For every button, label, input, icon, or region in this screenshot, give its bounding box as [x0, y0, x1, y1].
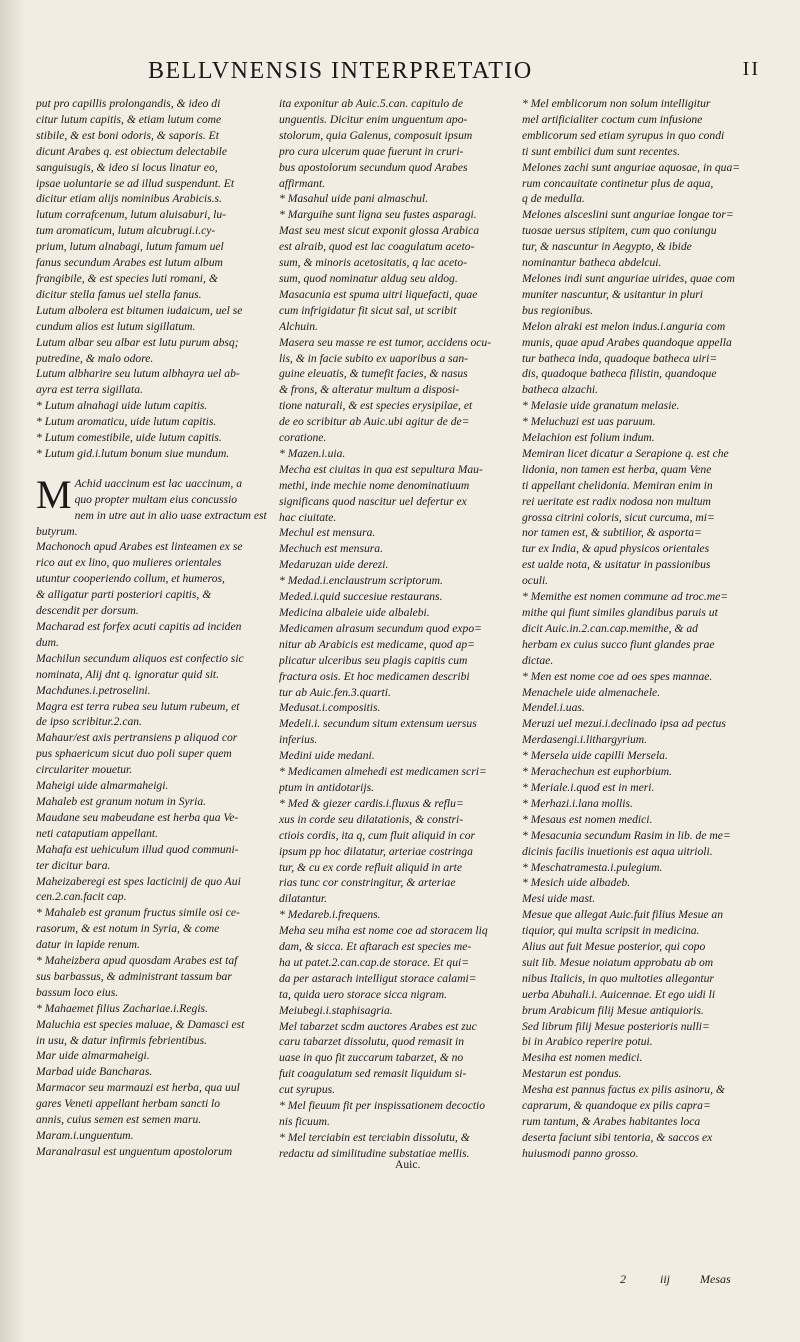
text-line: put pro capillis prolongandis, & ideo di: [36, 97, 221, 110]
text-line: * Lutum comestibile, uide lutum capitis.: [36, 431, 222, 445]
text-line: Melones indi sunt anguriae uirides, quae com: [522, 271, 735, 285]
text-line: ipsae uoluntarie se ad illud suspendunt. Et: [36, 176, 235, 190]
text-line: nominantur batheca abdelcui.: [522, 256, 662, 270]
column-1: [36, 96, 270, 1276]
text-line: tum aromaticum, lutum alcubrugi.i.cy-: [36, 224, 216, 238]
text-line: Medaruzan uide derezi.: [279, 558, 389, 572]
text-line: Maranalrasul est unguentum apostolorum: [36, 1144, 233, 1158]
text-line: ayra est terra sigillata.: [36, 383, 143, 397]
text-line: cundum alios est lutum sigillatum.: [36, 319, 196, 333]
text-line: Marbad uide Bancharas.: [36, 1065, 153, 1079]
text-line: xus in corde seu dilatationis, & constri-: [279, 812, 464, 826]
text-line: dicitur etiam alijs nominibus Arabicis.s.: [36, 192, 222, 206]
text-line: * Merachechun est euphorbium.: [522, 765, 673, 779]
text-line: Melones zachi sunt anguriae aquosae, in qua=: [522, 160, 741, 174]
text-line: butyrum.: [36, 524, 78, 538]
text-line: unguentis. Dicitur enim unguentum apo-: [279, 112, 468, 126]
page-gutter-shadow: [0, 0, 26, 1342]
text-line: dis, quadoque batheca filistin, quandoque: [522, 367, 717, 381]
text-line: ti sunt embilici dum sunt recentes.: [522, 144, 680, 158]
text-line: Maudane seu mabeudane est herba qua Ve-: [36, 810, 239, 824]
text-line: Mechul est mensura.: [279, 526, 376, 540]
text-line: redactu ad similitudine substatiae mellis.: [279, 1146, 470, 1160]
text-line: * Med & giezer cardis.i.fluxus & reflu=: [279, 796, 464, 810]
text-line: Maluchia est species maluae, & Damasci est: [36, 1017, 245, 1031]
text-line: ter dicitur bara.: [36, 858, 111, 872]
text-line: * Lutum gid.i.lutum bonum siue mundum.: [36, 446, 230, 460]
text-line: neti cataputiam appellant.: [36, 826, 159, 840]
text-line: * Medad.i.enclaustrum scriptorum.: [279, 574, 443, 588]
text-line: Lutum albharire seu lutum albhayra uel ab-: [36, 367, 240, 381]
text-line: * Lutum alnahagi uide lutum capitis.: [36, 399, 208, 413]
text-line: Mesiha est nomen medici.: [522, 1051, 643, 1065]
folio-number: II: [742, 58, 760, 80]
text-line: dicitur stella famus uel stella fanus.: [36, 287, 202, 301]
text-line: oculi.: [522, 574, 549, 588]
catchword: Mesas: [700, 1272, 731, 1286]
column-1-entries: [36, 96, 270, 462]
text-line: Mel tabarzet scdm auctores Arabes est zuc: [279, 1019, 477, 1033]
text-line: tur ab Auic.fen.3.quarti.: [279, 685, 391, 699]
text-line: ita exponitur ab Auic.5.can. capitulo de: [279, 97, 463, 110]
text-line: * Men est nome coe ad oes spes mannae.: [522, 669, 713, 683]
text-line: rum tantum, & Arabes habitantes loca: [522, 1115, 701, 1128]
text-line: ti appellant chelidonia. Memiran enim in: [522, 478, 713, 492]
text-line: tur ex India, & apud physicos orientales: [522, 542, 710, 556]
text-line: nor tamen est, & subtilior, & asporta=: [522, 526, 702, 540]
text-line: * Mel emblicorum non solum intelligitur: [522, 97, 711, 110]
text-line: Maram.i.unguentum.: [36, 1129, 134, 1142]
text-line: Mahafa est uehiculum illud quod communi-: [36, 842, 239, 856]
text-line: rico aut ex lino, quo mulieres orientales: [36, 556, 222, 570]
text-line: Medeli.i. secundum situm extensum uersus: [279, 717, 477, 731]
text-line: * Memithe est nomen commune ad troc.me=: [522, 590, 729, 604]
text-line: plicatur ulceribus seu plagis capitis cum: [279, 653, 468, 667]
text-line: bi in Arabico reperire potui.: [522, 1035, 653, 1049]
section-m-block: [36, 471, 270, 1160]
column-2-catchword: Auic.: [395, 1158, 421, 1171]
text-line: pro cura ulcerum quae fuerunt in cruri-: [279, 144, 464, 158]
text-line: prium, lutum alnabagi, lutum famum uel: [36, 240, 224, 254]
text-line: Medusat.i.compositis.: [279, 701, 381, 715]
text-line: Mendel.i.uas.: [522, 701, 585, 715]
text-line: Mecha est ciuitas in qua est sepultura Mau-: [279, 462, 483, 476]
text-line: de ipso scribitur.2.can.: [36, 715, 142, 729]
text-line: caprarum, & quandoque ex pilis capra=: [522, 1099, 711, 1113]
text-line: tur, & nascuntur in Aegypto, & ibide: [522, 240, 692, 254]
text-line: cen.2.can.facit cap.: [36, 890, 127, 904]
text-line: est ualde nota, & usitatur in passionibus: [522, 558, 711, 572]
text-line: pus sphaericum sicut duo poli super quem: [36, 747, 232, 761]
text-line: est alraib, quod est lac coagulatum aceto-: [279, 240, 475, 254]
text-line: nis ficuum.: [279, 1115, 330, 1128]
text-line: * Marguihe sunt ligna seu fustes asparagi.: [279, 208, 477, 222]
text-line: hac ciuitate.: [279, 510, 337, 524]
text-line: Melones alsceslini sunt anguriae longae tor=: [522, 208, 734, 222]
text-line: nitur ab Arabicis est medicame, quod ap=: [279, 637, 475, 651]
text-line: descendit per dorsum.: [36, 604, 139, 618]
text-line: gares Veneti appellant herbam sancti lo: [36, 1097, 221, 1111]
text-line: dam, & sicca. Et aftarach est species me-: [279, 940, 472, 954]
text-line: q de medulla.: [522, 192, 585, 206]
text-line: * Masahul uide pani almaschul.: [279, 192, 429, 206]
text-line: Mahaur/est axis pertransiens p aliquod cor: [36, 731, 238, 745]
text-line: circulariter mouetur.: [36, 763, 133, 777]
text-line: fanus secundum Arabes est lutum album: [36, 256, 223, 270]
text-line: dum.: [36, 635, 59, 649]
text-line: emblicorum sed etiam syrupus in quo condi: [522, 128, 725, 142]
text-columns: [36, 96, 766, 1276]
text-line: * Medareb.i.frequens.: [279, 908, 381, 922]
text-line: rasorum, & est notum in Syria, & come: [36, 922, 220, 936]
text-line: Mesue que allegat Auic.fuit filius Mesue an: [522, 908, 724, 922]
text-line: Magra est terra rubea seu lutum rubeum, et: [36, 699, 240, 713]
text-line: datur in lapide renum.: [36, 938, 140, 952]
text-line: & alligatur parti posteriori capitis, &: [36, 588, 212, 602]
text-line: * Merhazi.i.lana mollis.: [522, 796, 633, 810]
text-line: Menachele uide almenachele.: [522, 685, 661, 699]
text-line: Mestarun est pondus.: [522, 1067, 622, 1081]
text-line: dicinis facilis inuetionis est aqua uitrioli.: [522, 844, 713, 858]
text-line: * Mesacunia secundum Rasim in lib. de me=: [522, 828, 731, 842]
text-line: tuosae uersus stipitem, cum quo coniungu: [522, 224, 717, 238]
text-line: * Melasie uide granatum melasie.: [522, 399, 680, 413]
text-line: grossa citrini coloris, sicut curcuma, mi=: [522, 510, 715, 524]
signature-mark: 2: [620, 1272, 626, 1286]
text-line: bus apostolorum secundum quod Arabes: [279, 160, 468, 174]
text-line: * Meluchuzi est uas paruum.: [522, 415, 656, 429]
text-line: lutum corrafcenum, lutum aluisaburi, lu-: [36, 208, 227, 222]
text-line: in usu, & datur infirmis febrientibus.: [36, 1033, 208, 1047]
text-line: munis, quae apud Arabes quandoque appella: [522, 335, 732, 349]
text-line: Mechuch est mensura.: [279, 542, 383, 556]
text-line: * Mel fieuum fit per inspissationem decoctio: [279, 1099, 486, 1113]
text-line: dicit Auic.in.2.can.cap.memithe, & ad: [522, 621, 698, 635]
text-line: & frons, & alteratur multum a disposi-: [279, 383, 460, 397]
text-line: Maheizaberegi est spes lacticinij de quo Aui: [36, 874, 241, 888]
text-line: Maheigi uide almarmaheigi.: [36, 779, 169, 793]
text-line: Mesha est pannus factus ex pilis asinoru, &: [522, 1083, 725, 1097]
page-footer: [520, 1272, 750, 1292]
text-line: * Mesich uide albadeb.: [522, 876, 631, 890]
text-line: da per astarach intelligut storace calami=: [279, 971, 477, 985]
text-line: bassum loco eius.: [36, 985, 119, 999]
text-line: nominata, Alij dnt q. ignoratur quid sit.: [36, 667, 220, 681]
dropcap-letter: M: [36, 471, 72, 517]
text-line: tur, & cu ex corde refluit aliquid in arte: [279, 860, 463, 874]
text-line: Achid uaccinum est lac uaccinum, a: [74, 476, 242, 490]
running-header: [140, 58, 760, 92]
page-title: BELLVNENSIS INTERPRETATIO: [148, 58, 533, 84]
text-line: * Lutum aromaticu, uide lutum capitis.: [36, 415, 217, 429]
text-line: lidonia, non tamen est herba, quam Vene: [522, 462, 712, 476]
text-line: caru tabarzet dissolutu, quod remasit in: [279, 1035, 465, 1049]
text-line: Medini uide medani.: [279, 749, 375, 763]
text-line: ptum in antidotarijs.: [279, 780, 375, 794]
text-line: Meruzi uel mezui.i.declinado ipsa ad pectus: [522, 717, 726, 731]
text-line: Medicamen alrasum secundum quod expo=: [279, 621, 482, 635]
text-line: rei ueritate est radix nodosa non multum: [522, 494, 711, 508]
text-line: rias tunc cor constringitur, & arteriae: [279, 876, 456, 890]
signature-mark-2: iij: [660, 1272, 671, 1286]
column-2: [279, 96, 511, 1276]
text-line: Lutum albar seu albar est lutu purum absq;: [36, 335, 239, 349]
text-line: mel artificialiter coctum cum infusione: [522, 112, 703, 126]
text-line: Macharad est forfex acuti capitis ad inciden: [36, 620, 242, 633]
text-line: uerba Abuhali.i. Auicennae. Et ego uidi li: [522, 987, 716, 1001]
text-line: quo propter multam eius concussio: [74, 492, 238, 506]
text-line: nem in utre aut in alio uase extractum est: [74, 508, 267, 522]
text-line: * Mel terciabin est terciabin dissolutu, &: [279, 1130, 470, 1144]
text-line: Sed librum filij Mesue posterioris nulli=: [522, 1019, 710, 1033]
text-line: batheca alzachi.: [522, 383, 598, 397]
text-line: sus barbassus, & administrant tassum bar: [36, 969, 232, 983]
text-line: methi, inde mechie nome denominatiuum: [279, 478, 470, 492]
text-line: Mahaleb est granum notum in Syria.: [36, 794, 207, 808]
text-line: Melon alraki est melon indus.i.anguria com: [522, 319, 726, 333]
text-line: deserta faciunt sibi tentoria, & saccos ex: [522, 1130, 713, 1144]
text-line: Masera seu masse re est tumor, accidens ocu-: [279, 335, 492, 349]
text-line: Machdunes.i.petroselini.: [36, 683, 151, 697]
text-line: dictae.: [522, 653, 554, 667]
text-line: * Meriale.i.quod est in meri.: [522, 780, 655, 794]
text-line: mithe qui fiunt similes glandibus paruis ut: [522, 606, 718, 619]
text-line: muniter nascuntur, & usitantur in pluri: [522, 287, 704, 301]
text-line: Meiubegi.i.staphisagria.: [279, 1003, 393, 1017]
text-line: * Mersela uide capilli Mersela.: [522, 749, 668, 763]
text-line: sum, quod nominatur aldug seu aldog.: [279, 271, 458, 285]
text-line: * Mazen.i.uia.: [279, 446, 346, 460]
text-line: dilatantur.: [279, 892, 327, 906]
text-line: lis, & in facie subito ex uaporibus a san-: [279, 351, 469, 365]
text-line: ha ut patet.2.can.cap.de storace. Et qui=: [279, 955, 470, 969]
text-line: stibile, & est boni odoris, & saporis. Et: [36, 128, 219, 142]
text-line: * Mahaemet filius Zachariae.i.Regis.: [36, 1001, 208, 1015]
text-line: tur batheca inda, quadoque batheca uiri=: [522, 351, 718, 365]
text-line: dicunt Arabes q. est obiectum delectabile: [36, 144, 228, 158]
text-line: fractura osis. Et hoc medicamen describi: [279, 669, 470, 683]
text-line: huiusmodi panno grosso.: [522, 1146, 639, 1160]
text-line: Alchuin.: [279, 319, 318, 333]
text-line: Melachion est folium indum.: [522, 431, 655, 445]
text-line: * Maheizbera apud quosdam Arabes est taf: [36, 954, 238, 968]
text-line: Alius aut fuit Mesue posterior, qui copo: [522, 940, 706, 954]
column-3: [522, 96, 766, 1276]
text-line: coratione.: [279, 431, 327, 445]
text-line: brum Arabicum filij Mesue antiquioris.: [522, 1003, 704, 1017]
text-line: affirmant.: [279, 176, 326, 190]
text-line: ctiois cordis, ita q, cum fluit aliquid in cor: [279, 828, 476, 842]
text-line: * Medicamen almehedi est medicamen scri=: [279, 765, 487, 779]
text-line: Meha seu miha est nome coe ad storacem liq: [279, 924, 488, 938]
text-line: ipsum pp hoc dilatatur, arteriae costringa: [279, 844, 473, 858]
text-line: Meded.i.quid succesiue restaurans.: [279, 590, 443, 604]
text-line: cut syrupus.: [279, 1083, 336, 1097]
text-line: sanguisugis, & ideo si locus linatur eo,: [36, 160, 218, 174]
text-line: herbam ex cuius succo fiunt glandes prae: [522, 637, 715, 651]
text-line: bus regionibus.: [522, 303, 594, 317]
text-line: Machonoch apud Arabes est linteamen ex se: [36, 540, 243, 554]
text-line: Mesi uide mast.: [522, 892, 596, 906]
text-line: fuit coagulatum sed remasit liquidum si-: [279, 1067, 467, 1081]
text-line: stolorum, quia Galenus, composuit ipsum: [279, 128, 473, 142]
text-line: Masacunia est spuma uitri liquefacti, quae: [279, 287, 478, 301]
text-line: Memiran licet dicatur a Serapione q. est che: [522, 446, 729, 460]
text-line: inferius.: [279, 733, 318, 747]
text-line: utuntur cooperiendo collum, et humeros,: [36, 572, 225, 586]
text-line: guine eleuatis, & tumefit facies, & nasus: [279, 367, 468, 381]
text-line: de eo scribitur ab Auic.ubi agitur de de=: [279, 415, 470, 429]
text-line: uase in quo fit zuccarum tabarzet, & no: [279, 1051, 464, 1065]
text-line: Marmacor seu marmauzi est herba, qua uul: [36, 1081, 240, 1095]
text-line: sum, & minoris acetositatis, q lac aceto-: [279, 256, 468, 270]
text-line: Merdasengi.i.lithargyrium.: [522, 733, 648, 747]
text-line: ta, quida uero storace sicca nigram.: [279, 987, 447, 1001]
text-line: tione naturali, & est species erysipilae, et: [279, 399, 473, 413]
text-line: Medicina albaleie uide albalebi.: [279, 606, 430, 619]
text-line: * Mahaleb est granum fructus simile osi ce-: [36, 906, 240, 920]
text-line: rum concauitate continetur plus de aqua,: [522, 176, 714, 190]
text-line: * Mesaus est nomen medici.: [522, 812, 653, 826]
section-m-entries: [36, 471, 270, 1160]
text-line: annis, cuius semen est semen maru.: [36, 1113, 202, 1127]
text-line: suit lib. Mesue noiatum approbatu ab om: [522, 955, 714, 969]
text-line: * Meschatramesta.i.pulegium.: [522, 860, 663, 874]
text-line: Machilun secundum aliquos est confectio sic: [36, 651, 244, 665]
text-line: cum infrigidatur fit sicut sal, ut scribit: [279, 303, 457, 317]
text-line: Mar uide almarmaheigi.: [36, 1049, 150, 1063]
text-line: Lutum albolera est bitumen iudaicum, uel se: [36, 303, 243, 317]
text-line: Mast seu mest sicut exponit glossa Arabica: [279, 224, 480, 238]
text-line: frangibile, & est species luti romani, &: [36, 271, 218, 285]
text-line: significans quod nascitur uel defertur ex: [279, 494, 467, 508]
text-line: nibus Italicis, in quo multoties allegantur: [522, 971, 714, 985]
text-line: tiquior, qui multa scripsit in medicina.: [522, 924, 700, 938]
text-line: citur lutum capitis, & etiam lutum come: [36, 112, 222, 126]
text-line: putredine, & malo odore.: [36, 351, 154, 365]
